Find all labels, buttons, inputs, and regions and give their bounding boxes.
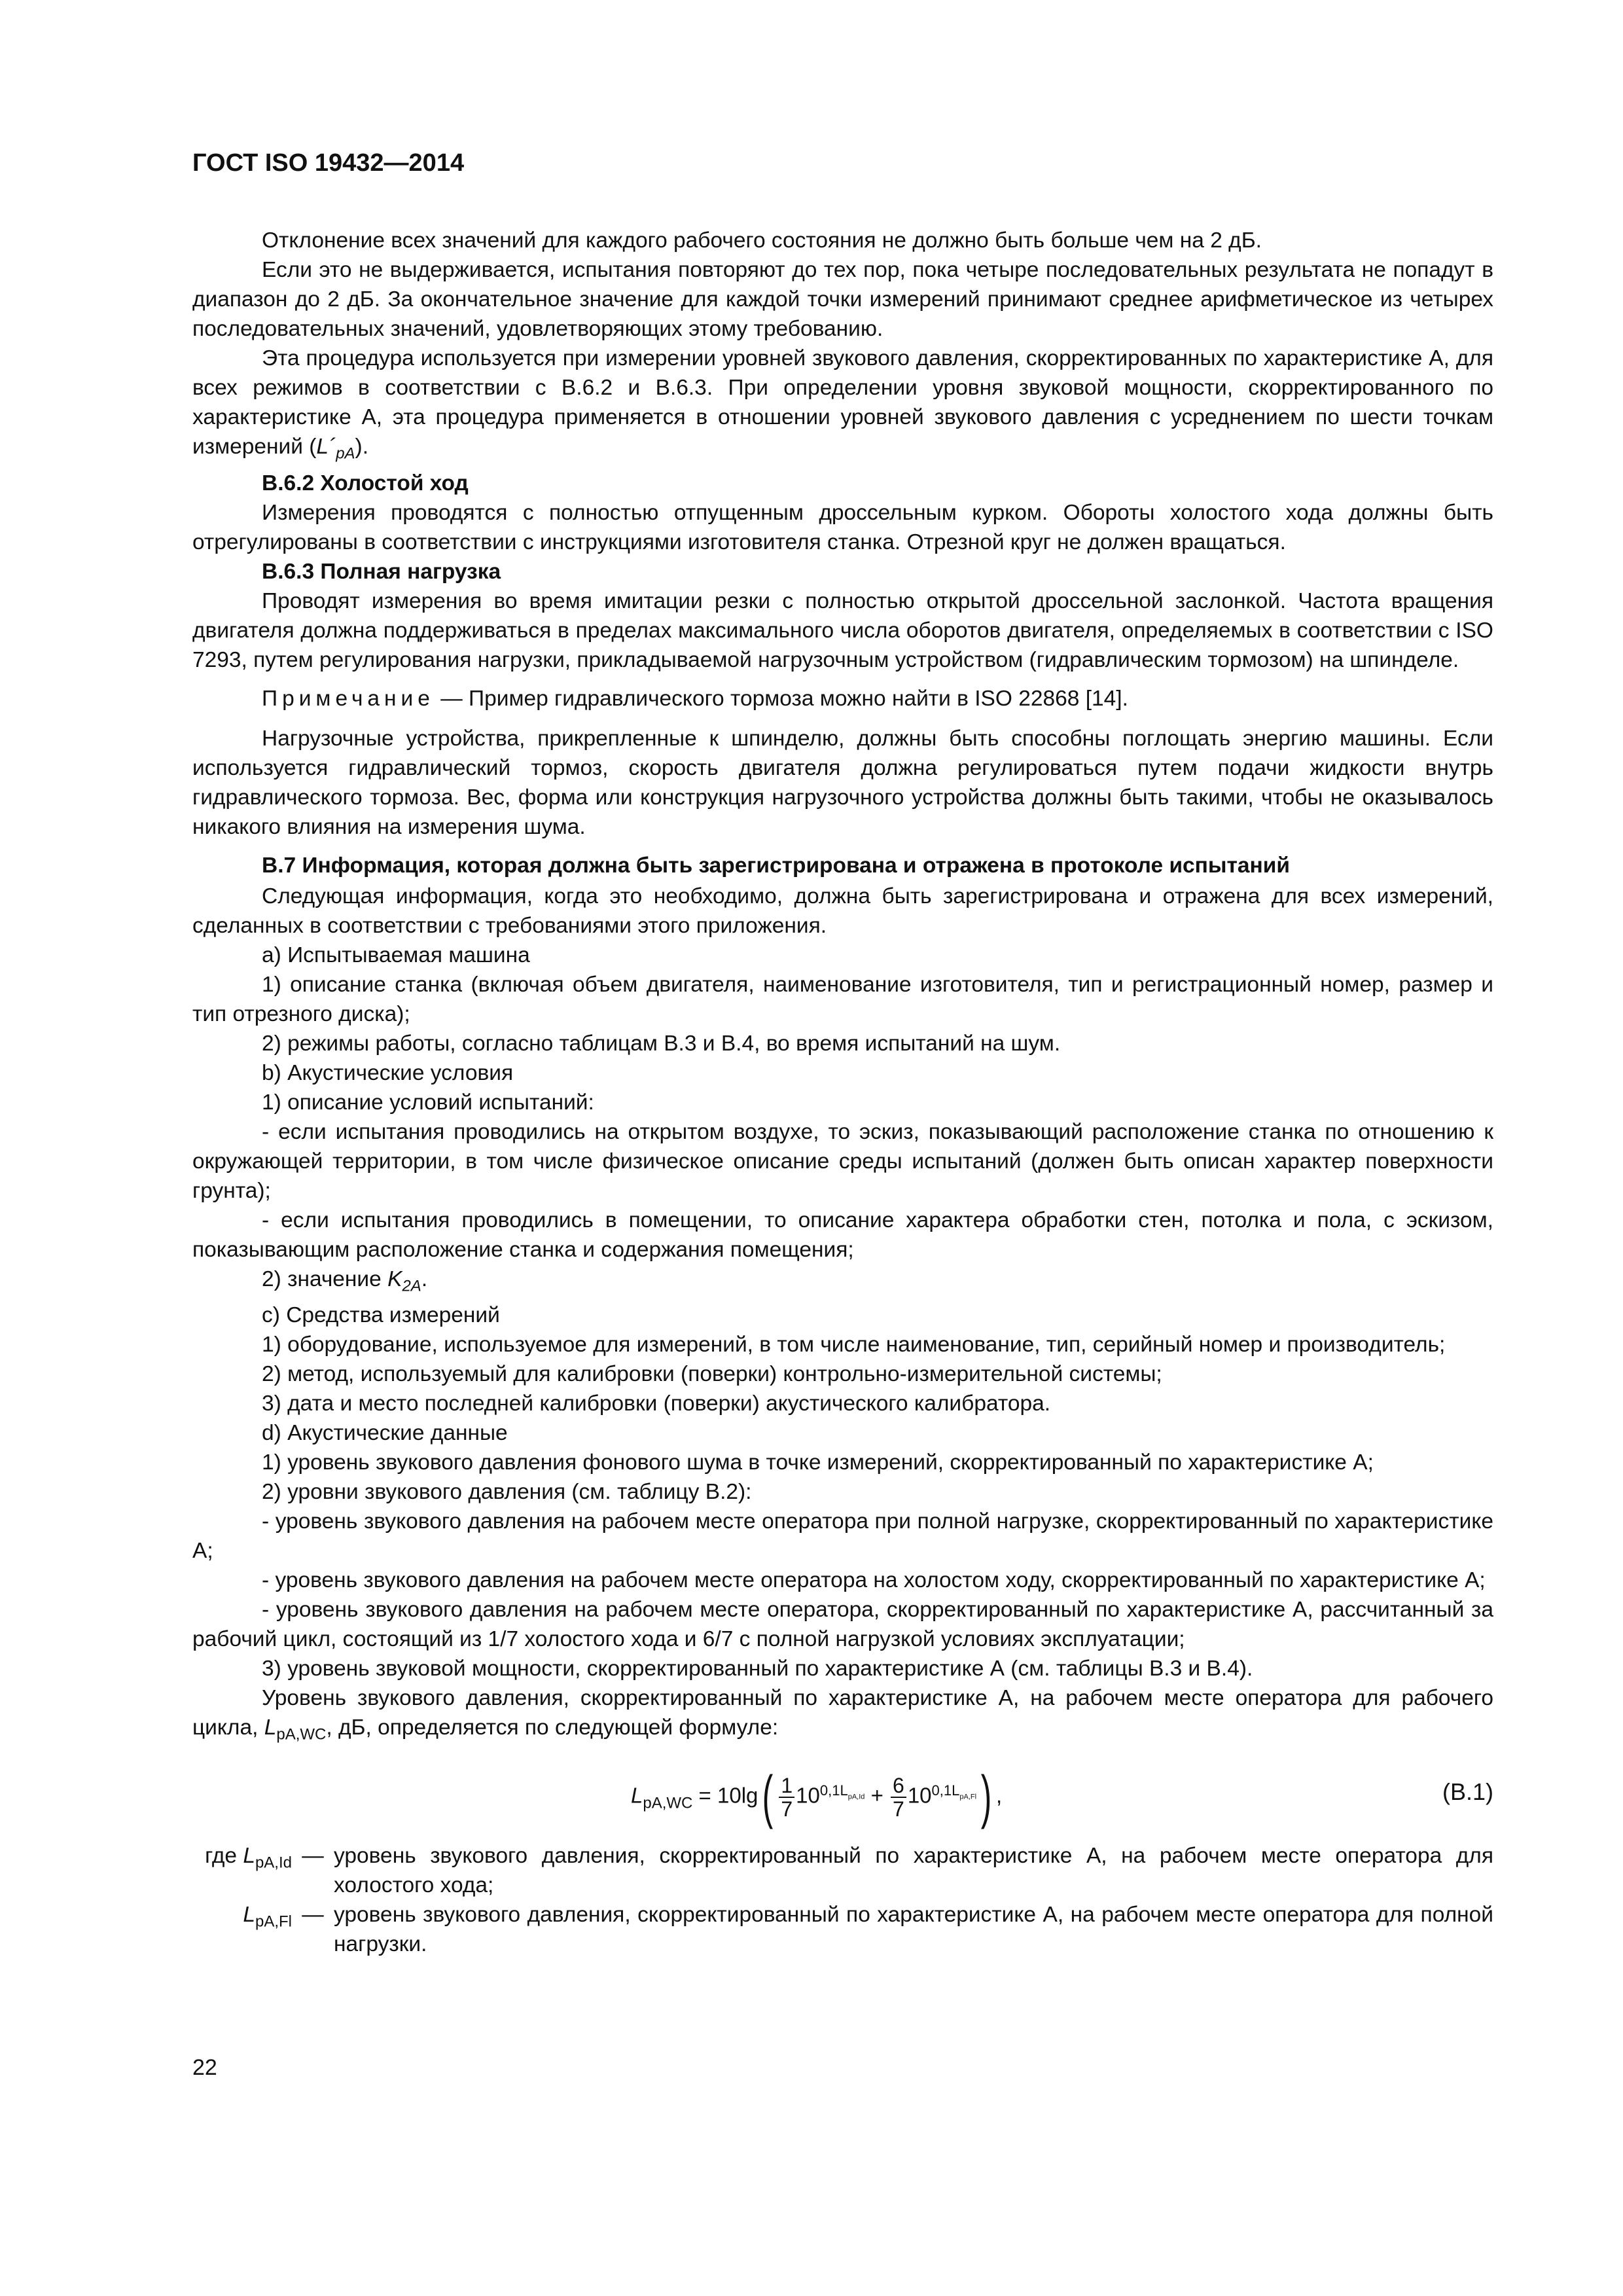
note	[192, 684, 1493, 713]
left-paren: (	[762, 1765, 774, 1831]
definition-row: где $L_{pA,Id}$ — уровень звукового давления, скорректированный по характеристике А, на рабочем месте оператора для холостого хода;	[205, 1844, 1493, 1898]
list-item: 2) режимы работы, согласно таблицам В.3 и В.4, во время испытаний на шум.	[262, 1031, 1061, 1056]
section-heading: В.6.2 Холостой ход	[262, 471, 469, 495]
list-item: а) Испытываемая машина	[262, 942, 530, 967]
symbol: K	[387, 1266, 402, 1291]
paragraph: Отклонение всех значений для каждого рабочего состояния не должно быть больше чем на 2 дБ.	[262, 228, 1262, 253]
fraction: $\frac{1}{7}$	[779, 1774, 794, 1820]
paragraph: Измерения проводятся с полностью отпущенным дроссельным курком. Обороты холостого хода должны быть отрегулированы в соответствии с инструкциями изготовителя станка. Отрезной круг не должен вращаться.	[192, 500, 1493, 554]
formula: $L_{pA,WC} = 10\lg$( $\frac{1}{7}$ $10^{0,1L_{pA,Id}}$ + $\frac{6}{7}$ $10^{0,1L_{pA,Fl}}$) ,	[631, 1765, 1003, 1831]
list-item: d) Акустические данные	[262, 1421, 508, 1446]
paragraph: Следующая информация, когда это необходимо, должна быть зарегистрирована и отражена для всех измерений, сделанных в соответствии с требованиями этого приложения.	[192, 884, 1493, 938]
equation-number: (В.1)	[1442, 1778, 1493, 1806]
section-heading: В.6.3 Полная нагрузка	[262, 559, 501, 584]
page-number: 22	[192, 2055, 217, 2080]
list-item: с) Средства измерений	[262, 1303, 500, 1328]
symbol: L	[264, 1715, 277, 1740]
list-item: - уровень звукового давления на рабочем месте оператора при полной нагрузке, скорректированный по характеристике А;	[192, 1509, 1493, 1564]
page-header: ГОСТ ISO 19432—2014	[192, 149, 465, 177]
paragraph: Если это не выдерживается, испытания повторяют до тех пор, пока четыре последовательных результата не попадут в диапазон до 2 дБ. За окончательное значение для каждой точки измерений принимают среднее арифметическое из четырех последовательных значений, удовлетворяющих этому требованию.	[192, 258, 1493, 341]
subscript: pA	[336, 444, 355, 463]
list-item: - уровень звукового давления на рабочем месте оператора на холостом ходу, скорректированный по характеристике А;	[262, 1568, 1486, 1593]
paragraph: Нагрузочные устройства, прикрепленные к шпинделю, должны быть способны поглощать энергию машины. Если используется гидравлический тормоз, скорость двигателя должна регулироваться путем подачи жидкости внутрь гидравлического тормоза. Вес, форма или конструкция нагрузочного устройства должны быть такими, чтобы не оказывалось никакого влияния на измерения шума.	[192, 726, 1493, 839]
list-item: b) Акустические условия	[262, 1060, 514, 1085]
fraction: $\frac{6}{7}$	[891, 1774, 906, 1820]
paragraph: Уровень звукового давления, скорректированный по характеристике А, на рабочем месте оператора для рабочего цикла, $L_{pA,WC}$, дБ, определяется по следующей формуле:	[192, 1686, 1493, 1744]
document-body	[192, 226, 1493, 1959]
list-item: 3) дата и место последней калибровки (поверки) акустического калибратора.	[262, 1391, 1051, 1416]
section-heading: В.7 Информация, которая должна быть зарегистрирована и отражена в протоколе испытаний	[262, 853, 1290, 878]
symbol: L´	[316, 435, 336, 459]
list-item: 1) уровень звукового давления фонового шума в точке измерений, скорректированный по характеристике А;	[262, 1450, 1374, 1475]
note-text: — Пример гидравлического тормоза можно найти в ISO 22868 [14].	[434, 686, 1128, 711]
right-paren: )	[980, 1765, 992, 1831]
definition-row: $L_{pA,Fl}$ — уровень звукового давления, скорректированный по характеристике А, на рабочем месте оператора для полной нагрузки.	[243, 1903, 1493, 1957]
formula-block	[192, 1757, 1493, 1835]
list-item: 2) значение $K_{2A}$.	[262, 1266, 428, 1295]
paragraph: Эта процедура используется при измерении уровней звукового давления, скорректированных по характеристике А, для всех режимов в соответствии с В.6.2 и В.6.3. При определении уровня звуковой мощности, скорректированного по характеристике А, эта процедура применяется в отношении уровней звукового давления с усреднением по шести точкам измерений $(L´_{pA})$.	[192, 346, 1493, 463]
list-item: - если испытания проводились на открытом воздухе, то эскиз, показывающий расположение станка по отношению к окружающей территории, в том числе физическое описание среды испытаний (должен быть описан характер поверхности грунта);	[192, 1119, 1493, 1203]
list-item: 2) уровни звукового давления (см. таблицу В.2):	[262, 1480, 752, 1505]
list-item: 1) оборудование, используемое для измерений, в том числе наименование, тип, серийный номер и производитель;	[262, 1333, 1446, 1357]
note-label: Примечание	[262, 686, 435, 711]
definitions	[192, 1841, 1493, 1959]
list-item: 1) описание станка (включая объем двигателя, наименование изготовителя, тип и регистрационный номер, размер и тип отрезного диска);	[192, 972, 1493, 1026]
list-item: - если испытания проводились в помещении, то описание характера обработки стен, потолка и пола, с эскизом, показывающим расположение станка и содержания помещения;	[192, 1208, 1493, 1262]
list-item: 2) метод, используемый для калибровки (поверки) контрольно-измерительной системы;	[262, 1362, 1162, 1387]
list-item: - уровень звукового давления на рабочем месте оператора, скорректированный по характеристике А, рассчитанный за рабочий цикл, состоящий из 1/7 холостого хода и 6/7 с полной нагрузкой условиях эксплуатации;	[192, 1598, 1493, 1652]
list-item: 1) описание условий испытаний:	[262, 1090, 594, 1115]
list-item: 3) уровень звуковой мощности, скорректированный по характеристике А (см. таблицы В.3 и В.4).	[262, 1657, 1253, 1681]
paragraph: Проводят измерения во время имитации резки с полностью открытой дроссельной заслонкой. Частота вращения двигателя должна поддерживаться в пределах максимального числа оборотов двигателя, определяемых в соответствии с ISO 7293, путем регулирования нагрузки, прикладываемой нагрузочным устройством (гидравлическим тормозом) на шпинделе.	[192, 588, 1493, 672]
